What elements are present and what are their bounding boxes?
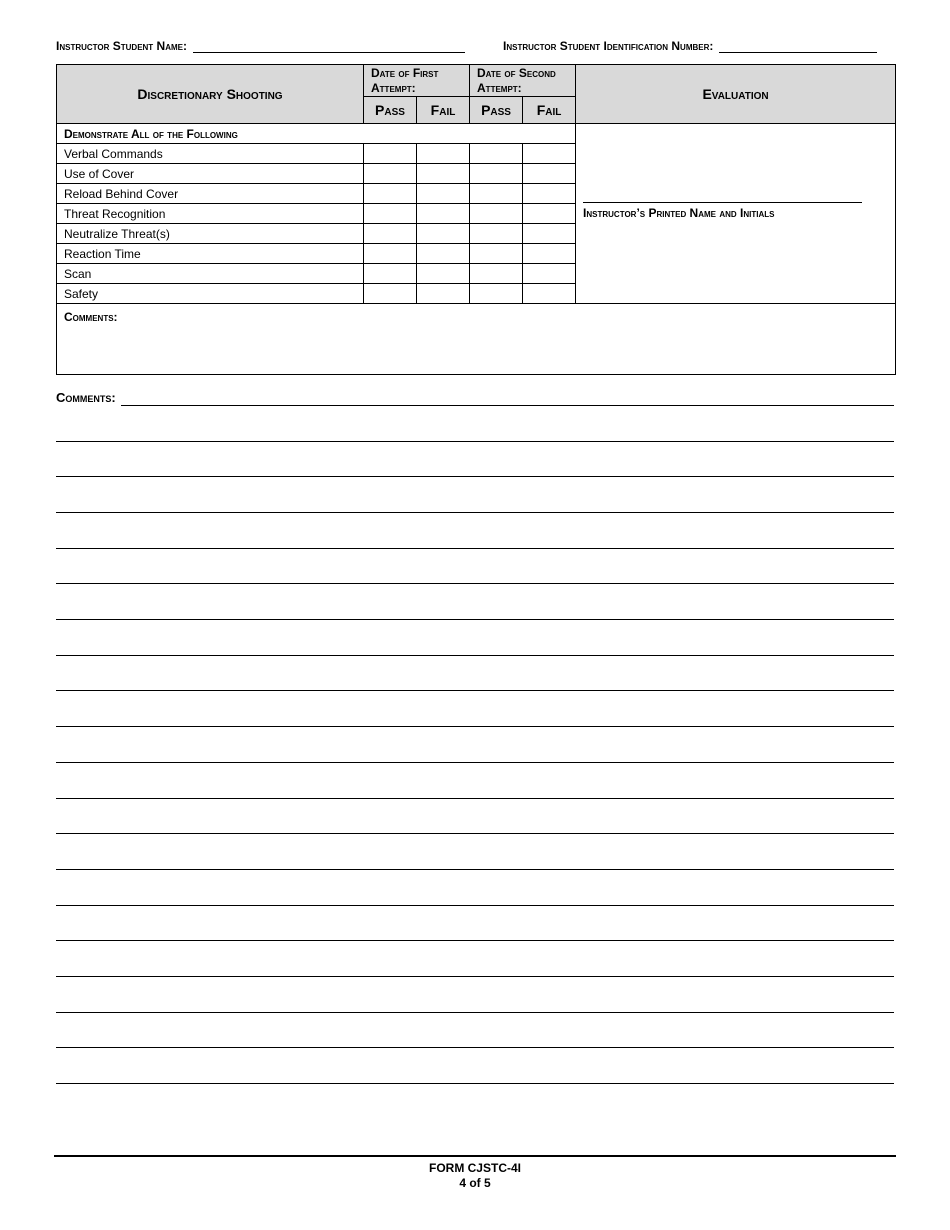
first-fail-cell[interactable] [417,164,470,184]
comments-line[interactable] [56,476,894,477]
first-pass-cell[interactable] [364,224,417,244]
first-pass-cell[interactable] [364,164,417,184]
second-pass-header: Pass [470,97,523,124]
second-fail-cell[interactable] [523,224,576,244]
comments-line[interactable] [56,940,894,941]
first-fail-cell[interactable] [417,144,470,164]
comments-line[interactable] [56,619,894,620]
student-id-field [503,38,877,53]
second-fail-cell[interactable] [523,144,576,164]
second-fail-cell[interactable] [523,164,576,184]
second-fail-cell[interactable] [523,244,576,264]
item-label: Neutralize Threat(s) [57,224,364,244]
comments-line[interactable] [56,1083,894,1084]
comments-line[interactable] [56,726,894,727]
first-fail-cell[interactable] [417,244,470,264]
first-pass-cell[interactable] [364,184,417,204]
second-fail-cell[interactable] [523,184,576,204]
second-fail-cell[interactable] [523,204,576,224]
comments-line[interactable] [121,405,894,406]
comments-line[interactable] [56,905,894,906]
second-pass-cell[interactable] [470,184,523,204]
table-comments-label: Comments: [64,310,118,324]
section-header: Demonstrate All of the Following [57,124,576,144]
comments-line[interactable] [56,1012,894,1013]
student-name-input[interactable] [193,38,465,53]
second-pass-cell[interactable] [470,284,523,304]
item-label: Threat Recognition [57,204,364,224]
item-label: Scan [57,264,364,284]
first-pass-cell[interactable] [364,264,417,284]
second-fail-header: Fail [523,97,576,124]
student-name-label: Instructor Student Name: [56,39,187,53]
comments-line[interactable] [56,869,894,870]
comments-line[interactable] [56,548,894,549]
student-id-label: Instructor Student Identification Number: [503,39,714,53]
first-pass-cell[interactable] [364,244,417,264]
comments-line[interactable] [56,1047,894,1048]
first-fail-cell[interactable] [417,284,470,304]
second-attempt-header: Date of Second Attempt: [470,65,576,97]
comments-line[interactable] [56,441,894,442]
comments-line[interactable] [56,833,894,834]
comments-line[interactable] [56,976,894,977]
item-label: Reload Behind Cover [57,184,364,204]
student-id-input[interactable] [719,38,877,53]
comments-line[interactable] [56,762,894,763]
second-pass-cell[interactable] [470,164,523,184]
student-name-field [56,38,465,53]
first-fail-cell[interactable] [417,204,470,224]
second-pass-cell[interactable] [470,224,523,244]
comments-line[interactable] [56,583,894,584]
first-fail-cell[interactable] [417,184,470,204]
comments-line[interactable] [56,690,894,691]
item-label: Reaction Time [57,244,364,264]
second-pass-cell[interactable] [470,264,523,284]
comments-line[interactable] [56,798,894,799]
item-label: Use of Cover [57,164,364,184]
form-number: FORM CJSTC-4I [428,1161,521,1175]
first-pass-cell[interactable] [364,204,417,224]
evaluation-cell[interactable] [576,124,896,304]
instructor-signature-label: Instructor’s Printed Name and Initials [583,206,775,220]
first-fail-header: Fail [417,97,470,124]
table-title: Discretionary Shooting [57,65,364,124]
evaluation-table [56,64,896,375]
second-fail-cell[interactable] [523,284,576,304]
first-pass-cell[interactable] [364,144,417,164]
table-comments-field[interactable] [57,304,896,375]
first-fail-cell[interactable] [417,224,470,244]
instructor-signature-line[interactable] [583,202,862,203]
second-fail-cell[interactable] [523,264,576,284]
second-pass-cell[interactable] [470,244,523,264]
footer-divider [54,1155,896,1157]
page-number: 4 of 5 [459,1176,491,1190]
first-attempt-header: Date of First Attempt: [364,65,470,97]
first-pass-cell[interactable] [364,284,417,304]
item-label: Verbal Commands [57,144,364,164]
item-label: Safety [57,284,364,304]
comments-label: Comments: [56,390,116,405]
second-pass-cell[interactable] [470,204,523,224]
evaluation-header: Evaluation [576,65,896,124]
first-fail-cell[interactable] [417,264,470,284]
second-pass-cell[interactable] [470,144,523,164]
first-pass-header: Pass [364,97,417,124]
footer [0,1161,950,1191]
comments-line[interactable] [56,655,894,656]
comments-line[interactable] [56,512,894,513]
